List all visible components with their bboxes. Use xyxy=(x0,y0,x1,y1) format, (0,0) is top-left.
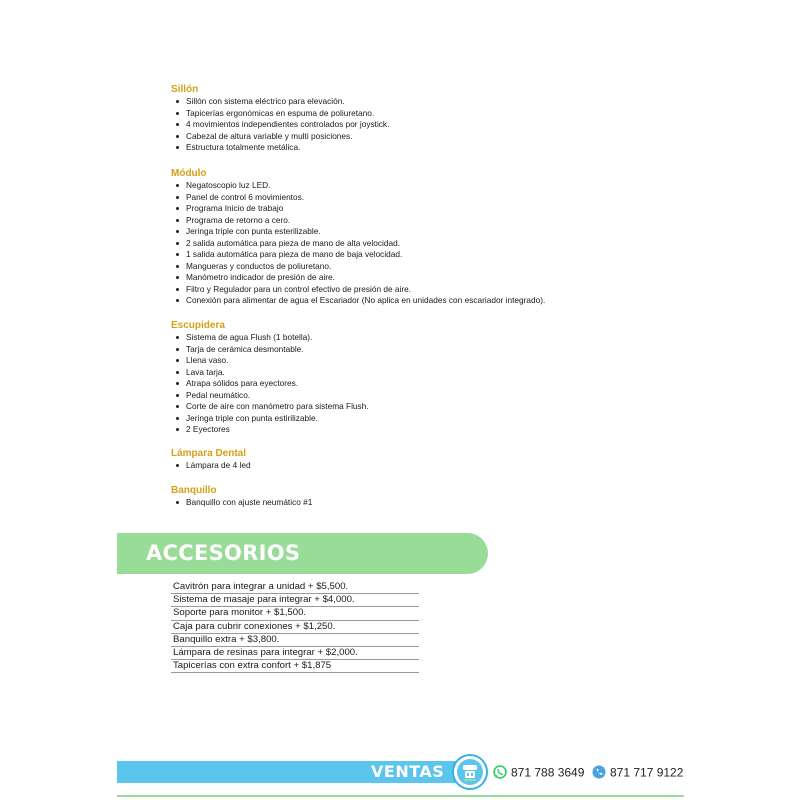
phone-number: 871 788 3649 xyxy=(511,765,585,780)
list-item: Panel de control 6 movimientos. xyxy=(171,192,731,204)
section-banquillo xyxy=(171,485,731,509)
accesorios-title: ACCESORIOS xyxy=(146,541,301,565)
list-item: Tapicerías ergonómicas en espuma de poliuretano. xyxy=(171,108,731,120)
list-item: Jeringa triple con punta esterilizable. xyxy=(171,226,731,238)
table-row: Banquillo extra + $3,800. xyxy=(171,634,419,647)
list-item: Conexión para alimentar de agua el Escariador (No aplica en unidades con escariador integrado). xyxy=(171,295,731,307)
contact-whatsapp[interactable] xyxy=(493,765,584,782)
list-item: Lámpara de 4 led xyxy=(171,460,731,472)
list-item: Atrapa sólidos para eyectores. xyxy=(171,378,731,390)
list-item: 1 salida automática para pieza de mano de baja velocidad. xyxy=(171,249,731,261)
list-item: Llena vaso. xyxy=(171,355,731,367)
list-item: 4 movimientos independientes controlados por joystick. xyxy=(171,119,731,131)
whatsapp-icon xyxy=(493,765,507,782)
accesorios-table xyxy=(171,581,419,673)
item-list xyxy=(171,96,731,154)
item-list xyxy=(171,497,731,509)
item-list xyxy=(171,332,731,436)
list-item: Lava tarja. xyxy=(171,367,731,379)
phone-number: 871 717 9122 xyxy=(610,765,684,780)
section-escupidera xyxy=(171,320,731,436)
section-title: Banquillo xyxy=(171,485,217,496)
list-item: 2 salida automática para pieza de mano de alta velocidad. xyxy=(171,238,731,250)
contact-phone[interactable] xyxy=(592,765,683,782)
section-title: Escupidera xyxy=(171,320,225,331)
list-item: Corte de aire con manómetro para sistema Flush. xyxy=(171,401,731,413)
section-title: Módulo xyxy=(171,168,207,179)
list-item: Manómetro indicador de presión de aire. xyxy=(171,272,731,284)
list-item: Jeringa triple con punta estirilizable. xyxy=(171,413,731,425)
list-item: Programa de retorno a cero. xyxy=(171,215,731,227)
section-title: Lámpara Dental xyxy=(171,448,247,459)
list-item: Sistema de agua Flush (1 botella). xyxy=(171,332,731,344)
list-item: Mangueras y conductos de poliuretano. xyxy=(171,261,731,273)
table-row: Lámpara de resinas para integrar + $2,000. xyxy=(171,647,419,660)
section-title: Sillón xyxy=(171,84,199,95)
list-item: Cabezal de altura variable y multi posiciones. xyxy=(171,131,731,143)
list-item: Pedal neumático. xyxy=(171,390,731,402)
phone-icon xyxy=(592,765,606,782)
table-row: Cavitrón para integrar a unidad + $5,500. xyxy=(171,581,419,594)
table-row: Tapicerías con extra confort + $1,875 xyxy=(171,660,419,673)
footer-divider xyxy=(117,795,684,797)
list-item: Filtro y Regulador para un control efectivo de presión de aire. xyxy=(171,284,731,296)
table-row: Soporte para monitor + $1,500. xyxy=(171,607,419,620)
accesorios-banner xyxy=(117,533,488,574)
ventas-label: VENTAS xyxy=(371,762,445,781)
list-item: Banquillo con ajuste neumático #1 xyxy=(171,497,731,509)
list-item: Negatoscopio luz LED. xyxy=(171,180,731,192)
section-sillon xyxy=(171,84,731,154)
list-item: Programa Inicio de trabajo xyxy=(171,203,731,215)
item-list xyxy=(171,180,731,307)
item-list xyxy=(171,460,731,472)
dental-chair-logo-icon xyxy=(452,754,488,790)
list-item: Estructura totalmente metálica. xyxy=(171,142,731,154)
table-row: Sistema de masaje para integrar + $4,000. xyxy=(171,594,419,607)
list-item: 2 Eyectores xyxy=(171,424,731,436)
section-modulo xyxy=(171,168,731,307)
list-item: Tarja de cerámica desmontable. xyxy=(171,344,731,356)
section-lampara-dental xyxy=(171,448,731,472)
list-item: Sillón con sistema eléctrico para elevación. xyxy=(171,96,731,108)
table-row: Caja para cubrir conexiones + $1,250. xyxy=(171,621,419,634)
